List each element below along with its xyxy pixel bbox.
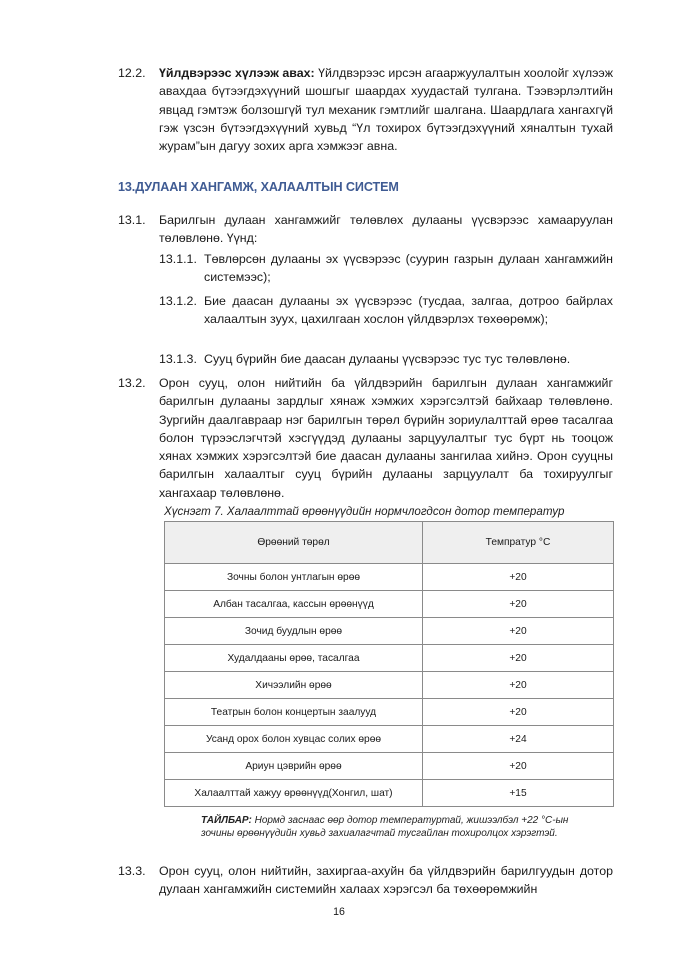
header-room-type: Өрөөний төрөл: [165, 522, 423, 564]
section-13-3-text: Орон сууц, олон нийтийн, захиргаа-ахуйн ба үйлдвэрийн барилгуудын дотор дулаан хангамжийн системийн халаах хэрэгсэл ба төхөөрөмжийн: [159, 864, 613, 897]
table-row: [165, 618, 614, 645]
room-type-cell: Албан тасалгаа, кассын өрөөнүүд: [165, 591, 423, 618]
room-type-cell: Ариун цэврийн өрөө: [165, 753, 423, 780]
room-type-cell: Хичээлийн өрөө: [165, 672, 423, 699]
item-13-1-2-text: Бие даасан дулааны эх үүсвэрээс (тусдаа, залгаа, дотроо байрлах халаалтын зуух, цахилгаан хослон үйлдвэрлэх төхөөрөмж);: [204, 294, 613, 327]
item-number-13-1-2: 13.1.2.: [159, 294, 197, 308]
note-text: Нормд заснаас өөр дотор температуртай, жишээлбэл +22 °С-ын зочины өрөөнүүдийн хувьд захиалагчтай тусгайлан тохиролцох хэрэгтэй.: [201, 815, 569, 839]
room-type-cell: Халаалттай хажуу өрөөнүүд(Хонгил, шат): [165, 780, 423, 807]
item-number-13-1-1: 13.1.1.: [159, 252, 197, 266]
section-12-2-title: Үйлдвэрээс хүлээж авах:: [159, 66, 315, 80]
table-row: [165, 753, 614, 780]
temperature-cell: +20: [423, 699, 614, 726]
temperature-cell: +20: [423, 672, 614, 699]
temperature-cell: +20: [423, 564, 614, 591]
page-number: 16: [333, 906, 345, 918]
item-number-13-1-3: 13.1.3.: [159, 352, 197, 366]
table-note: [201, 815, 601, 841]
section-12-2-paragraph: [159, 64, 613, 155]
section-13-heading: 13.ДУЛААН ХАНГАМЖ, ХАЛААЛТЫН СИСТЕМ: [118, 180, 399, 194]
table-row: [165, 780, 614, 807]
section-number-13-2: 13.2.: [118, 376, 146, 390]
table-row: [165, 726, 614, 753]
table-header-row: [165, 522, 614, 564]
table-row: [165, 645, 614, 672]
temperature-cell: +20: [423, 753, 614, 780]
section-number-12-2: 12.2.: [118, 66, 146, 80]
temperature-cell: +15: [423, 780, 614, 807]
section-13-2-text: Орон сууц, олон нийтийн ба үйлдвэрийн барилгын дулаан хангамжийг барилгын дулааны зардлыг хянаж хэмжих хэрэгсэлтэй байхаар төлөвлөнө. Зургийн даалгавраар нэг барилгын төрөл бүрийн зориулалттай өрөө тасалгаа болон түрээслэгчтэй хэсгүүдэд дулааны зарцуулалтыг тус бүрт нь тооцож хянах хэмжих хэрэгсэлтэй бие даасан дулааны зангилаа хийнэ. Орон сууцны барилгын халаалтыг сууц бүрийн дулааны зарцуулалт ба тохируулгыг хангахаар төлөвлөнө.: [159, 376, 613, 500]
room-type-cell: Зочид буудлын өрөө: [165, 618, 423, 645]
section-13-1-text: Барилгын дулаан хангамжийг төлөвлөх дулааны үүсвэрээс хамааруулан төлөвлөнө. Үүнд:: [159, 213, 613, 246]
table-row: [165, 672, 614, 699]
item-13-1-3-text: Сууц бүрийн бие даасан дулааны үүсвэрээс тус тус төлөвлөнө.: [204, 352, 571, 366]
table-caption: Хүснэгт 7. Халаалттай өрөөнүүдийн нормчлогдсон дотор температур: [164, 505, 565, 518]
room-type-cell: Зочны болон унтлагын өрөө: [165, 564, 423, 591]
temperature-cell: +20: [423, 618, 614, 645]
section-12-2-text: Үйлдвэрээс ирсэн агааржуулалтын хоолойг хүлээж авахдаа бүтээгдэхүүний шошгыг шаардах хуудастай тулгана. Тээвэрлэлтийн явцад гэмтэж болзошгүй тул механик гэмтлийг шалгана. Шаардлага хангахгүй гэж үзсэн бүтээгдэхүүний хувьд “Үл тохирох бүтээгдэхүүний хяналтын тухай журам”ын дагуу зохих арга хэмжээг авна.: [159, 66, 614, 154]
temperature-cell: +20: [423, 591, 614, 618]
note-label: ТАЙЛБАР:: [201, 815, 252, 826]
item-13-1-1-text: Төвлөрсөн дулааны эх үүсвэрээс (суурин газрын дулаан хангамжийн системээс);: [204, 252, 613, 285]
temperature-cell: +24: [423, 726, 614, 753]
table-row: [165, 699, 614, 726]
temperature-cell: +20: [423, 645, 614, 672]
room-type-cell: Театрын болон концертын заалууд: [165, 699, 423, 726]
table-row: [165, 564, 614, 591]
room-type-cell: Усанд орох болон хувцас солих өрөө: [165, 726, 423, 753]
section-number-13-1: 13.1.: [118, 213, 146, 227]
temperature-table: [164, 521, 614, 807]
table-row: [165, 591, 614, 618]
header-temperature: Темпратур °С: [423, 522, 614, 564]
section-number-13-3: 13.3.: [118, 864, 146, 878]
room-type-cell: Худалдааны өрөө, тасалгаа: [165, 645, 423, 672]
